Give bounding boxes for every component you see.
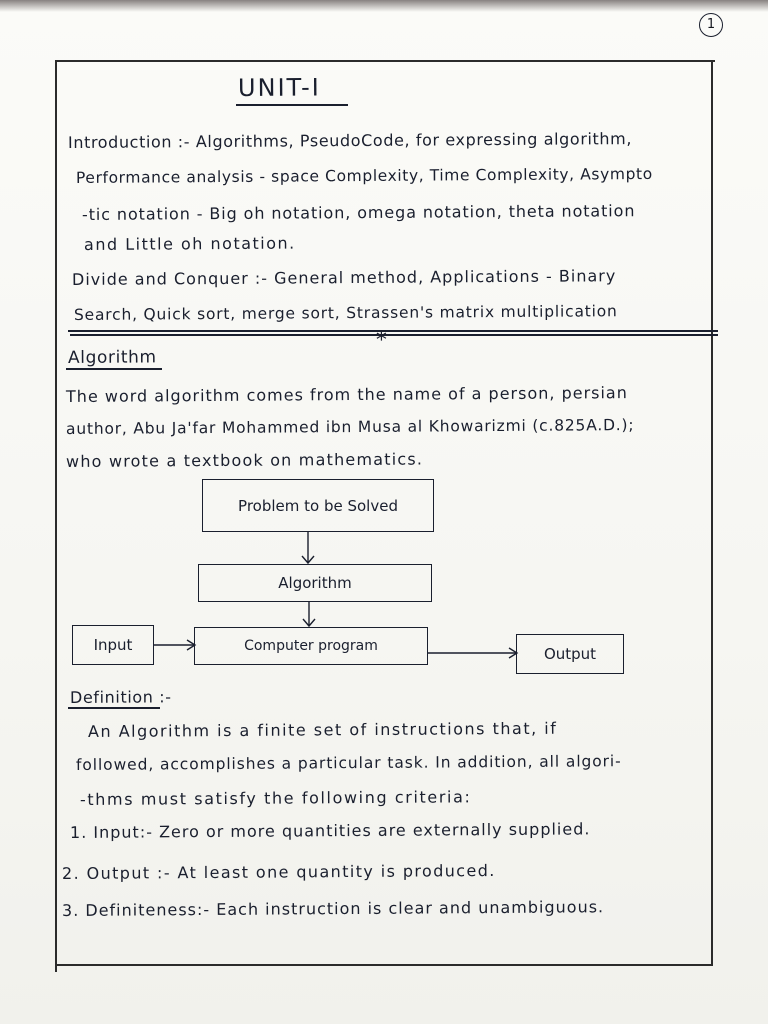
syllabus-line-4: and Little oh notation. [83,233,296,254]
flowchart-algorithm-label: Algorithm [278,574,352,592]
definition-line-2: followed, accomplishes a particular task. In addition, all algori- [75,752,622,774]
criteria-item-1: 1. Input:- Zero or more quantities are externally supplied. [69,819,591,842]
flowchart-problem-label: Problem to be Solved [238,496,398,515]
flowchart-input-label: Input [93,636,133,654]
flowchart-program-label: Computer program [244,638,378,654]
algorithm-para-line-2: author, Abu Ja'far Mohammed ibn Musa al Khowarizmi (c.825A.D.); [65,416,635,438]
section-separator-asterisk: * [375,327,388,353]
syllabus-line-5: Divide and Conquer :- General method, Applications - Binary [71,266,617,289]
definition-heading-underline [68,707,160,709]
syllabus-line-1: Introduction :- Algorithms, PseudoCode, for expressing algorithm, [67,129,633,152]
syllabus-line-2: Performance analysis - space Complexity, Time Complexity, Asympto [75,164,653,187]
criteria-item-3: 3. Definiteness:- Each instruction is clear and unambiguous. [61,897,605,920]
algorithm-para-line-1: The word algorithm comes from the name of a person, persian [65,383,628,406]
definition-heading: Definition :- [69,687,172,707]
unit-title: UNIT-I [237,73,321,102]
criteria-item-2: 2. Output :- At least one quantity is produced. [61,860,496,883]
syllabus-line-6: Search, Quick sort, merge sort, Strassen's matrix multiplication [73,302,618,324]
algorithm-para-line-3: who wrote a textbook on mathematics. [65,449,424,471]
flowchart-output-label: Output [543,645,597,663]
page-number: 1 [699,13,723,37]
definition-line-3: -thms must satisfy the following criteria: [79,787,472,809]
algorithm-heading: Algorithm [67,347,157,368]
definition-line-1: An Algorithm is a finite set of instructions that, if [87,718,558,741]
syllabus-line-3: -tic notation - Big oh notation, omega notation, theta notation [81,201,636,224]
